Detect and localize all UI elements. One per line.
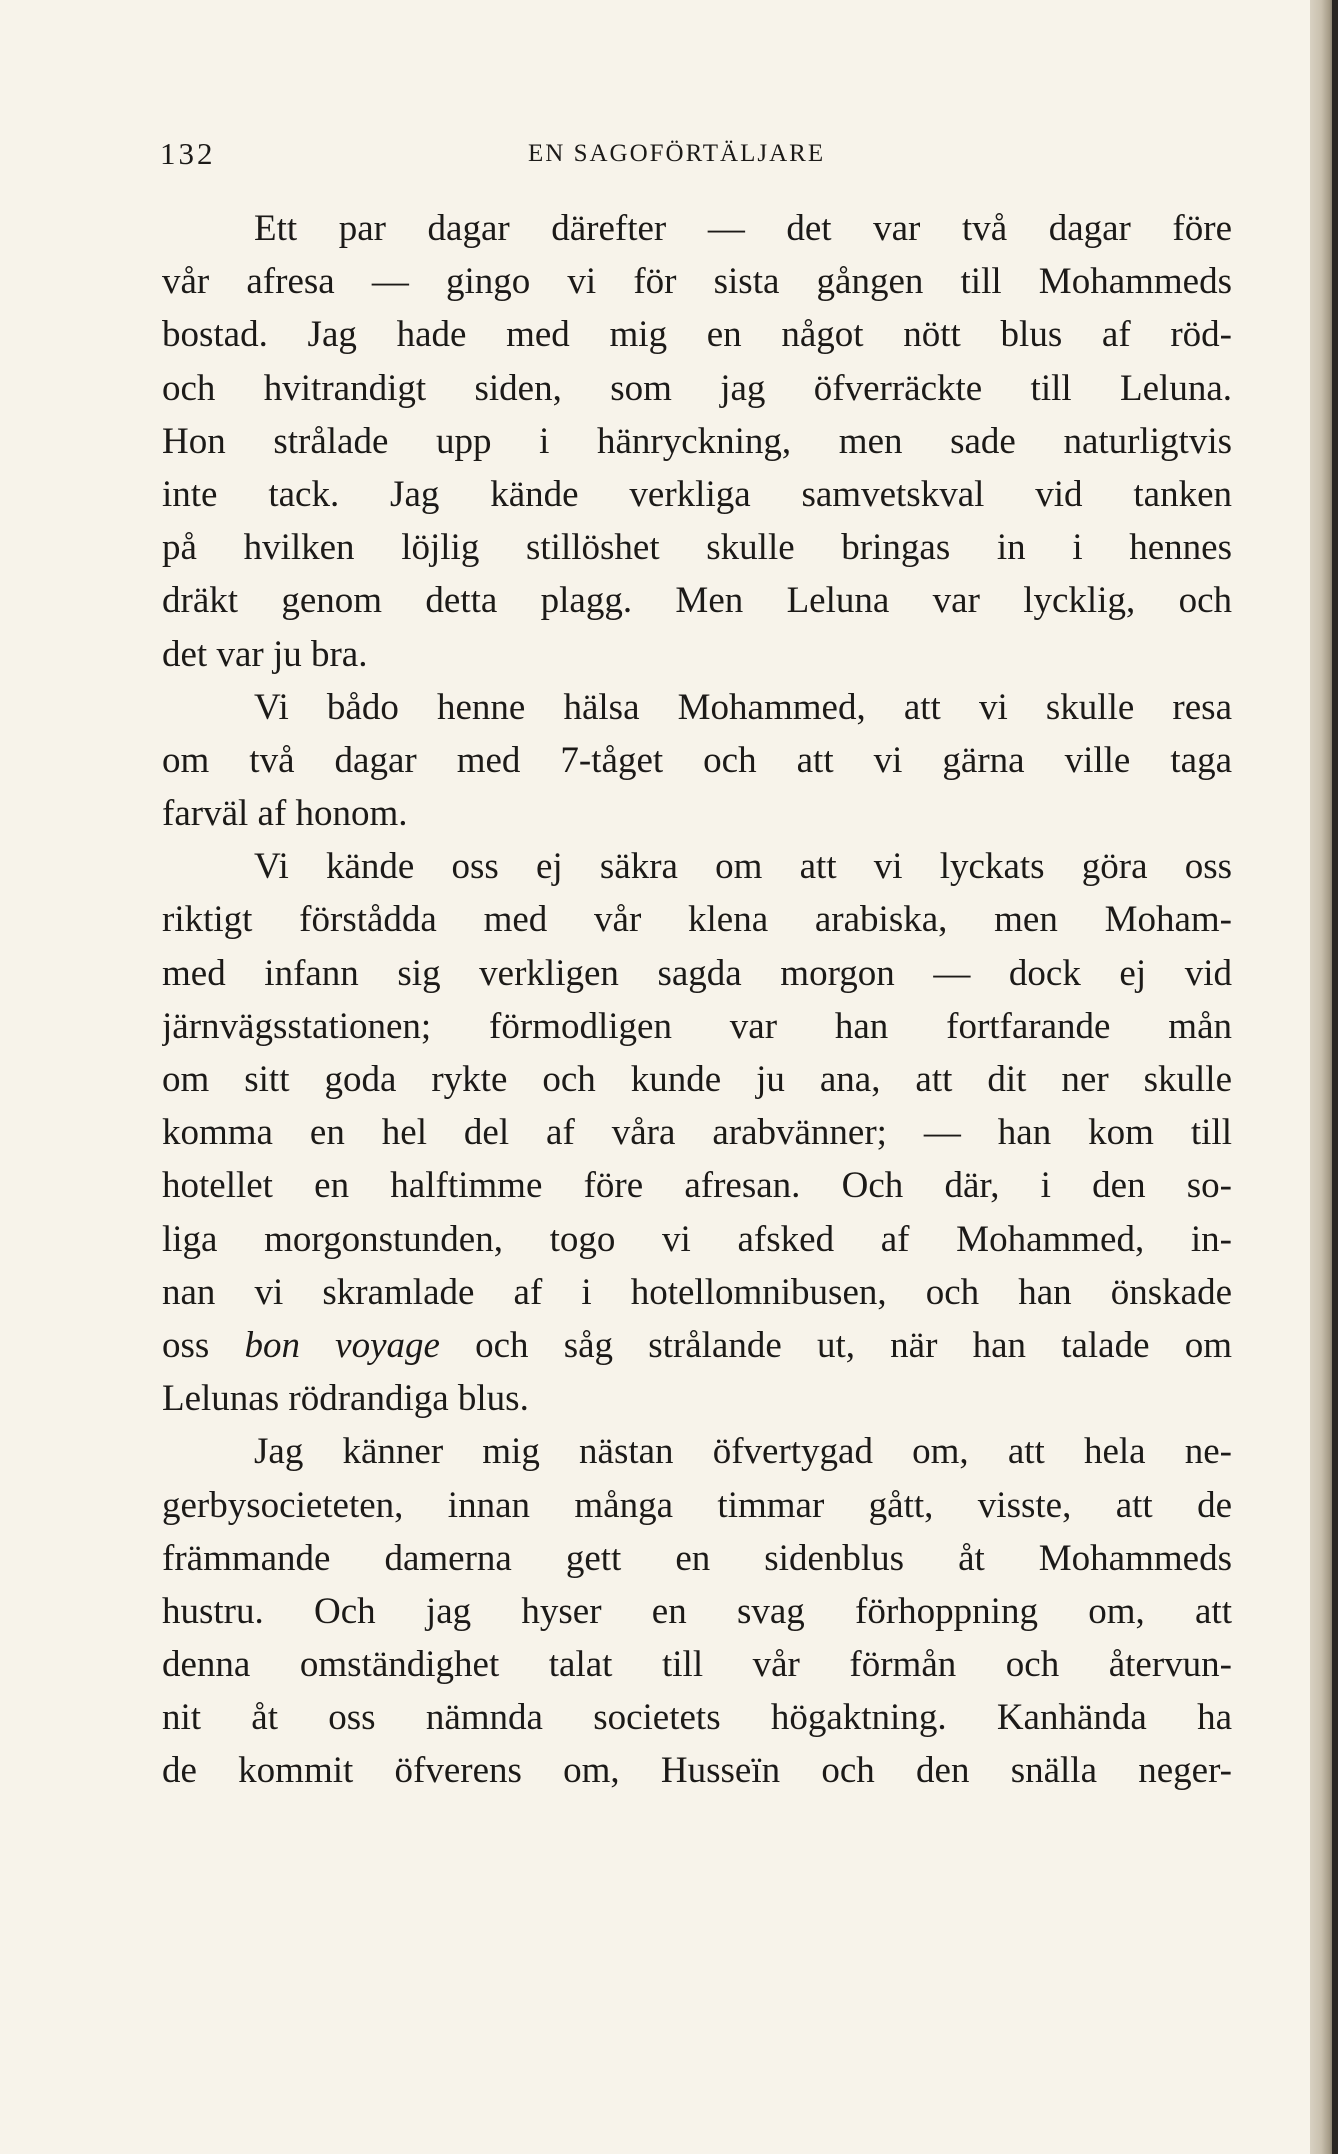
body-text xyxy=(162,202,1232,1798)
text-line: riktigt förstådda med vår klena arabiska, men Moham- xyxy=(162,899,1232,941)
text-line: bostad. Jag hade med mig en något nött blus af röd- xyxy=(162,314,1232,356)
text-line-italic xyxy=(162,1319,1232,1372)
text-line: dräkt genom detta plagg. Men Leluna var lycklig, och xyxy=(162,580,1232,622)
text-line: Lelunas rödrandiga blus. xyxy=(162,1378,529,1420)
text-line: Hon strålade upp i hänryckning, men sade naturligtvis xyxy=(162,420,1232,462)
text-line: liga morgonstunden, togo vi afsked af Mohammed, in- xyxy=(162,1218,1232,1260)
text-line: Ett par dagar därefter — det var två dagar före xyxy=(254,208,1232,249)
text-line: järnvägsstationen; förmodligen var han fortfarande mån xyxy=(162,1005,1232,1047)
text-line: komma en hel del af våra arabvänner; — han kom till xyxy=(162,1112,1232,1154)
text-line: hustru. Och jag hyser en svag förhoppning om, att xyxy=(162,1590,1232,1632)
text-segment: oss xyxy=(162,1324,245,1366)
text-line: om sitt goda rykte och kunde ju ana, att dit ner skulle xyxy=(162,1059,1232,1100)
text-line: Vi bådo henne hälsa Mohammed, att vi skulle resa xyxy=(254,686,1232,728)
running-title: EN SAGOFÖRTÄLJARE xyxy=(528,140,826,167)
text-line: och hvitrandigt siden, som jag öfverräckte till Leluna. xyxy=(162,367,1232,409)
text-line: främmande damerna gett en sidenblus åt Mohammeds xyxy=(162,1537,1232,1579)
text-line: nan vi skramlade af i hotellomnibusen, och han önskade xyxy=(162,1271,1232,1313)
text-line: Jag känner mig nästan öfvertygad om, att hela ne- xyxy=(254,1431,1232,1473)
text-line: Vi kände oss ej säkra om att vi lyckats göra oss xyxy=(254,846,1232,888)
running-head xyxy=(160,136,1232,176)
text-line: denna omständighet talat till vår förmån och återvun- xyxy=(162,1644,1232,1686)
page-number: 132 xyxy=(160,136,216,171)
text-line: hotellet en halftimme före afresan. Och där, i den so- xyxy=(162,1165,1232,1207)
text-line: farväl af honom. xyxy=(162,793,408,835)
text-line: de kommit öfverens om, Husseïn och den snälla neger- xyxy=(162,1750,1232,1792)
text-line: inte tack. Jag kände verkliga samvetskval vid tanken xyxy=(162,473,1232,515)
text-line: om två dagar med 7-tåget och att vi gärna ville taga xyxy=(162,739,1232,781)
text-line: med infann sig verkligen sagda morgon — dock ej vid xyxy=(162,952,1232,994)
text-line: på hvilken löjlig stillöshet skulle bringas in i hennes xyxy=(162,527,1232,569)
text-line: gerbysocieteten, innan många timmar gått, visste, att de xyxy=(162,1484,1232,1526)
text-line: vår afresa — gingo vi för sista gången till Mohammeds xyxy=(162,261,1232,303)
text-segment: och såg strålande ut, när han talade om xyxy=(439,1324,1232,1366)
text-line: det var ju bra. xyxy=(162,633,368,675)
text-line: nit åt oss nämnda societets högaktning. Kanhända ha xyxy=(162,1697,1232,1739)
italic-phrase: bon voyage xyxy=(244,1324,440,1366)
page-edge-shadow xyxy=(1332,0,1338,2154)
